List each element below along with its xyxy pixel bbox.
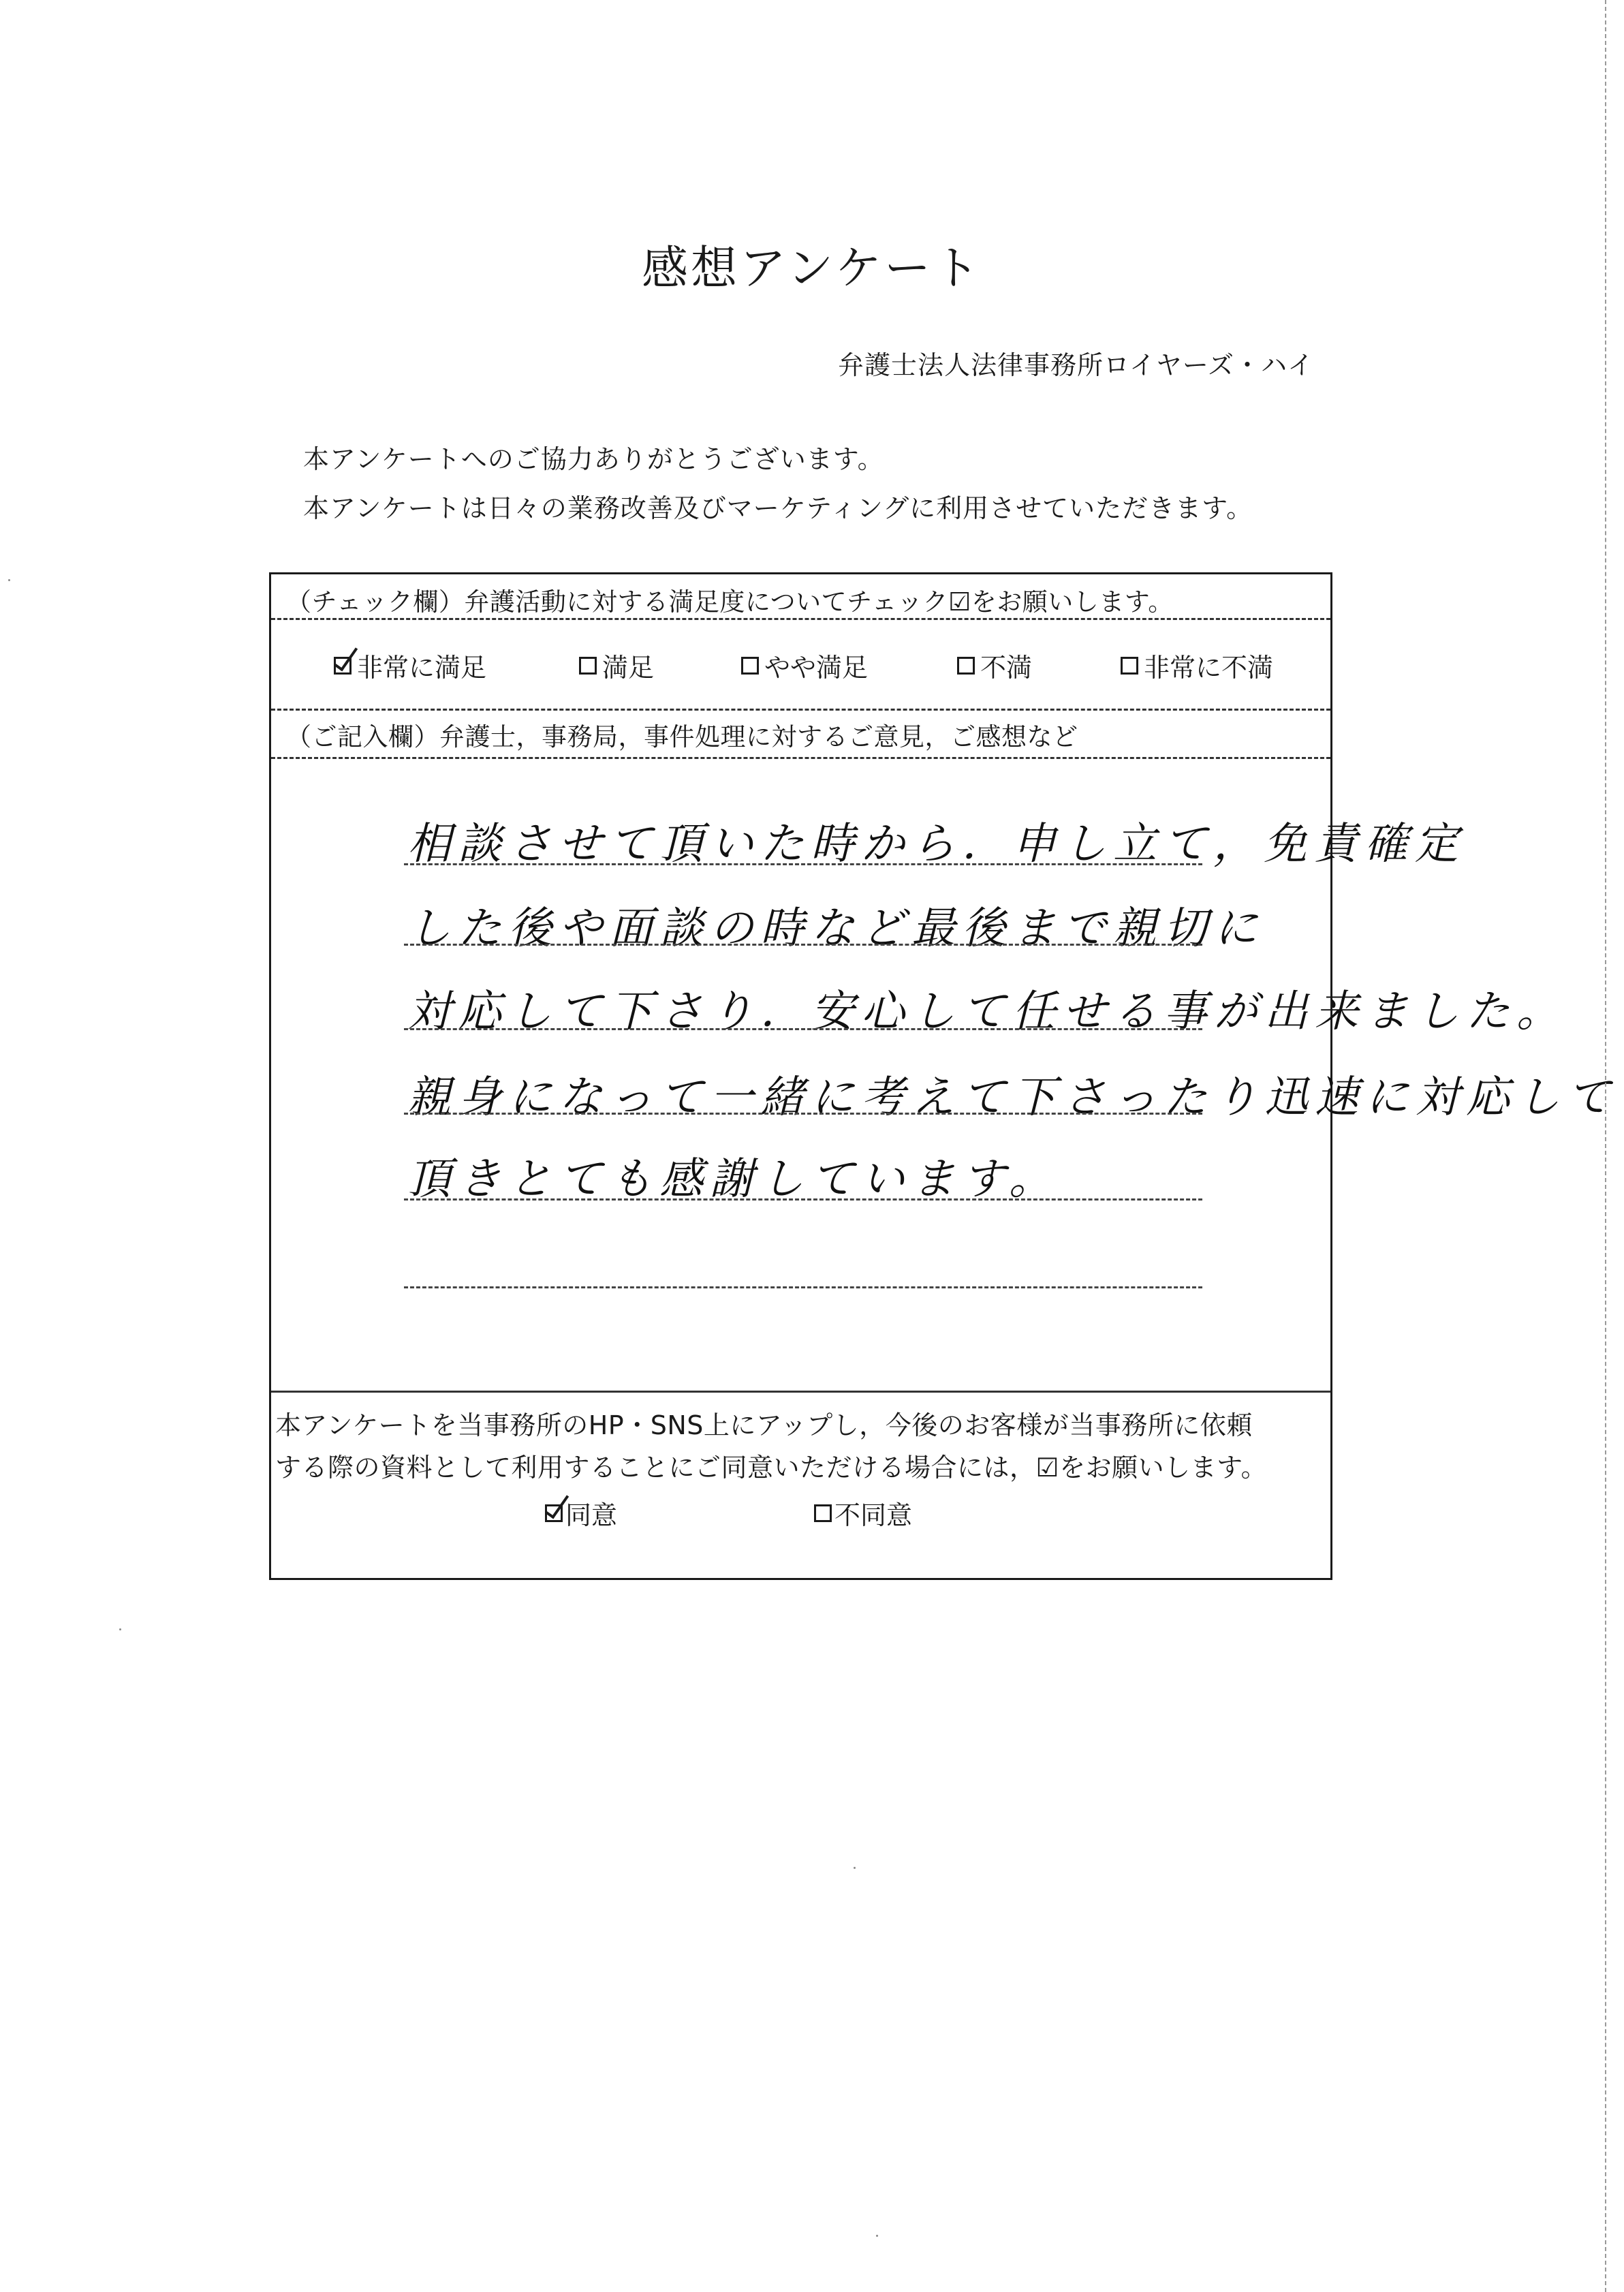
checkbox-checked-icon[interactable] xyxy=(334,657,352,675)
intro-line-1: 本アンケートへのご協力ありがとうございます。 xyxy=(303,444,884,474)
option-very-dissatisfied[interactable] xyxy=(1121,647,1273,684)
handwritten-line-3: 対応して下さり．安心して任せる事が出来ました。 xyxy=(407,987,1567,1037)
option-somewhat-satisfied[interactable] xyxy=(741,647,868,684)
divider xyxy=(271,709,1330,711)
handwritten-line-2: した後や面談の時など最後まで親切に xyxy=(407,903,1264,954)
survey-form xyxy=(269,572,1617,1580)
checkbox-icon[interactable] xyxy=(1121,657,1138,675)
checkbox-icon[interactable] xyxy=(579,657,597,675)
disagree-option[interactable] xyxy=(814,1494,912,1532)
consent-text-line-2: する際の資料として利用することにご同意いただける場合には，☑をお願いします。 xyxy=(275,1453,1268,1483)
handwritten-line-1: 相談させて頂いた時から．申し立て，免責確定 xyxy=(407,819,1465,869)
agree-label: 同意 xyxy=(565,1500,618,1530)
writing-line xyxy=(404,1198,1202,1201)
intro-line-2: 本アンケートは日々の業務改善及びマーケティングに利用させていただきます。 xyxy=(303,493,1253,523)
option-satisfied[interactable] xyxy=(579,647,654,684)
option-dissatisfied[interactable] xyxy=(957,647,1032,684)
writing-line xyxy=(404,1028,1202,1030)
writing-line xyxy=(404,1113,1202,1115)
checkbox-icon[interactable] xyxy=(957,657,975,675)
divider xyxy=(271,1391,1330,1393)
scan-speck xyxy=(119,1628,121,1630)
agree-option[interactable] xyxy=(545,1494,617,1532)
checkbox-icon[interactable] xyxy=(814,1504,832,1522)
divider xyxy=(271,618,1330,620)
page-title: 感想アンケート xyxy=(642,242,982,296)
firm-name: 弁護士法人法律事務所ロイヤーズ・ハイ xyxy=(838,350,1314,380)
scan-speck xyxy=(876,2235,878,2237)
option-label: 満足 xyxy=(602,653,655,683)
option-label: やや満足 xyxy=(764,653,869,683)
writing-line xyxy=(404,863,1202,865)
option-label: 非常に不満 xyxy=(1144,653,1274,683)
consent-text-line-1: 本アンケートを当事務所のHP・SNS上にアップし，今後のお客様が当事務所に依頼 xyxy=(275,1410,1253,1440)
writing-line xyxy=(404,1286,1202,1288)
checkbox-checked-icon[interactable] xyxy=(545,1504,563,1522)
option-label: 不満 xyxy=(980,653,1033,683)
scan-speck xyxy=(8,579,10,581)
writing-line xyxy=(404,944,1202,946)
handwritten-line-4: 親身になって一緒に考えて下さったり迅速に対応して xyxy=(407,1072,1617,1123)
divider xyxy=(271,757,1330,759)
disagree-label: 不同意 xyxy=(834,1500,913,1530)
option-label: 非常に満足 xyxy=(357,653,487,683)
checkbox-icon[interactable] xyxy=(741,657,759,675)
comment-section-label: （ご記入欄）弁護士，事務局，事件処理に対するご意見，ご感想など xyxy=(286,722,1078,752)
scan-speck xyxy=(854,1867,856,1869)
check-section-label: （チェック欄）弁護活動に対する満足度についてチェック☑をお願いします。 xyxy=(286,587,1174,617)
scan-edge-line xyxy=(1605,0,1606,2292)
option-very-satisfied[interactable] xyxy=(334,647,486,684)
handwritten-line-5: 頂きとても感謝しています。 xyxy=(407,1154,1059,1205)
